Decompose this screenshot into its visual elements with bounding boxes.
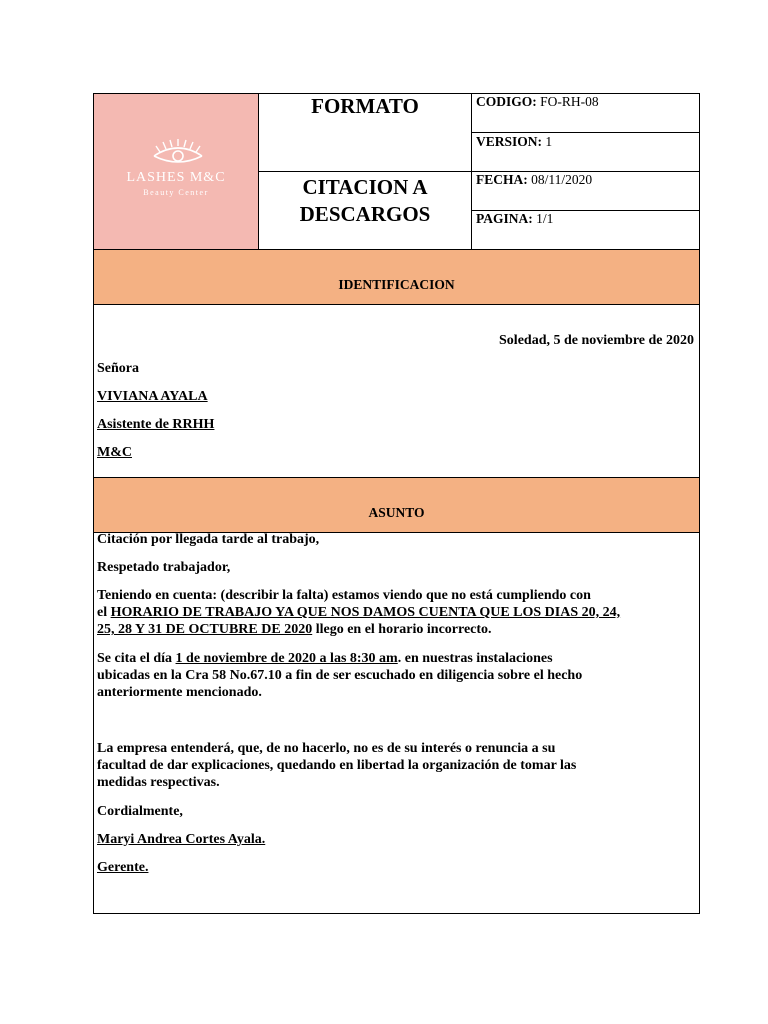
asunto-heading: ASUNTO [93,477,700,533]
identificacion-heading: IDENTIFICACION [93,249,700,305]
document-title-cell [258,171,472,250]
greeting: Respetado trabajador, [97,560,231,575]
paragraph-3-line1: La empresa entenderá, que, de no hacerlo, no es de su interés o renuncia a su [97,741,556,756]
hearing-date: 1 de noviembre de 2020 a las 8:30 am [175,651,398,666]
paragraph-1-line1: Teniendo en cuenta: (describir la falta) estamos viendo que no está cumpliendo con [97,588,591,603]
logo-tagline: Beauty Center [143,188,209,197]
fecha-label: FECHA: [476,172,528,187]
format-title-cell [258,93,472,172]
place-date: Soledad, 5 de noviembre de 2020 [499,333,694,348]
version-value: 1 [542,134,553,149]
paragraph-3 [97,740,697,791]
fecha-cell [471,171,700,211]
subject-line: Citación por llegada tarde al trabajo, [97,532,320,547]
paragraph-2 [97,650,697,701]
paragraph-2-line1: Se cita el día 1 de noviembre de 2020 a las 8:30 am. en nuestras instalaciones [97,651,553,666]
pagina-label: PAGINA: [476,211,533,226]
recipient-name: VIVIANA AYALA [97,389,208,404]
codigo-value: FO-RH-08 [536,94,599,109]
logo-brand: LASHES M&C [126,170,226,185]
recipient-company: M&C [97,445,132,460]
paragraph-3-line2: facultad de dar explicaciones, quedando en libertad la organización de tomar las [97,758,577,773]
company-logo [93,93,258,250]
pagina-cell [471,210,700,250]
version-cell [471,132,700,172]
eye-lash-icon [148,138,208,168]
format-title: FORMATO [311,94,419,118]
paragraph-1-line2: el HORARIO DE TRABAJO YA QUE NOS DAMOS CUENTA QUE LOS DIAS 20, 24, [97,605,621,620]
paragraph-2-line3: anteriormente mencionado. [97,685,262,700]
violation-dates: 25, 28 Y 31 DE OCTUBRE DE 2020 [97,622,313,637]
paragraph-1-line3: 25, 28 Y 31 DE OCTUBRE DE 2020 llego en el horario incorrecto. [97,622,492,637]
paragraph-3-line3: medidas respectivas. [97,775,220,790]
document-title-line2: DESCARGOS [299,202,431,226]
codigo-label: CODIGO: [476,94,537,109]
signer-name: Maryi Andrea Cortes Ayala. [97,832,266,847]
paragraph-2-line2: ubicadas en la Cra 58 No.67.10 a fin de ser escuchado en diligencia sobre el hecho [97,668,583,683]
document-title-line1: CITACION A [302,175,428,199]
version-label: VERSION: [476,134,543,149]
schedule-violation: HORARIO DE TRABAJO YA QUE NOS DAMOS CUENTA QUE LOS DIAS 20, 24, [110,605,621,620]
recipient-position: Asistente de RRHH [97,417,215,432]
fecha-value: 08/11/2020 [527,172,593,187]
codigo-cell [471,93,700,133]
salutation: Señora [97,361,139,376]
pagina-value: 1/1 [532,211,554,226]
signer-title: Gerente. [97,860,149,875]
paragraph-1 [97,587,697,638]
closing: Cordialmente, [97,804,183,819]
